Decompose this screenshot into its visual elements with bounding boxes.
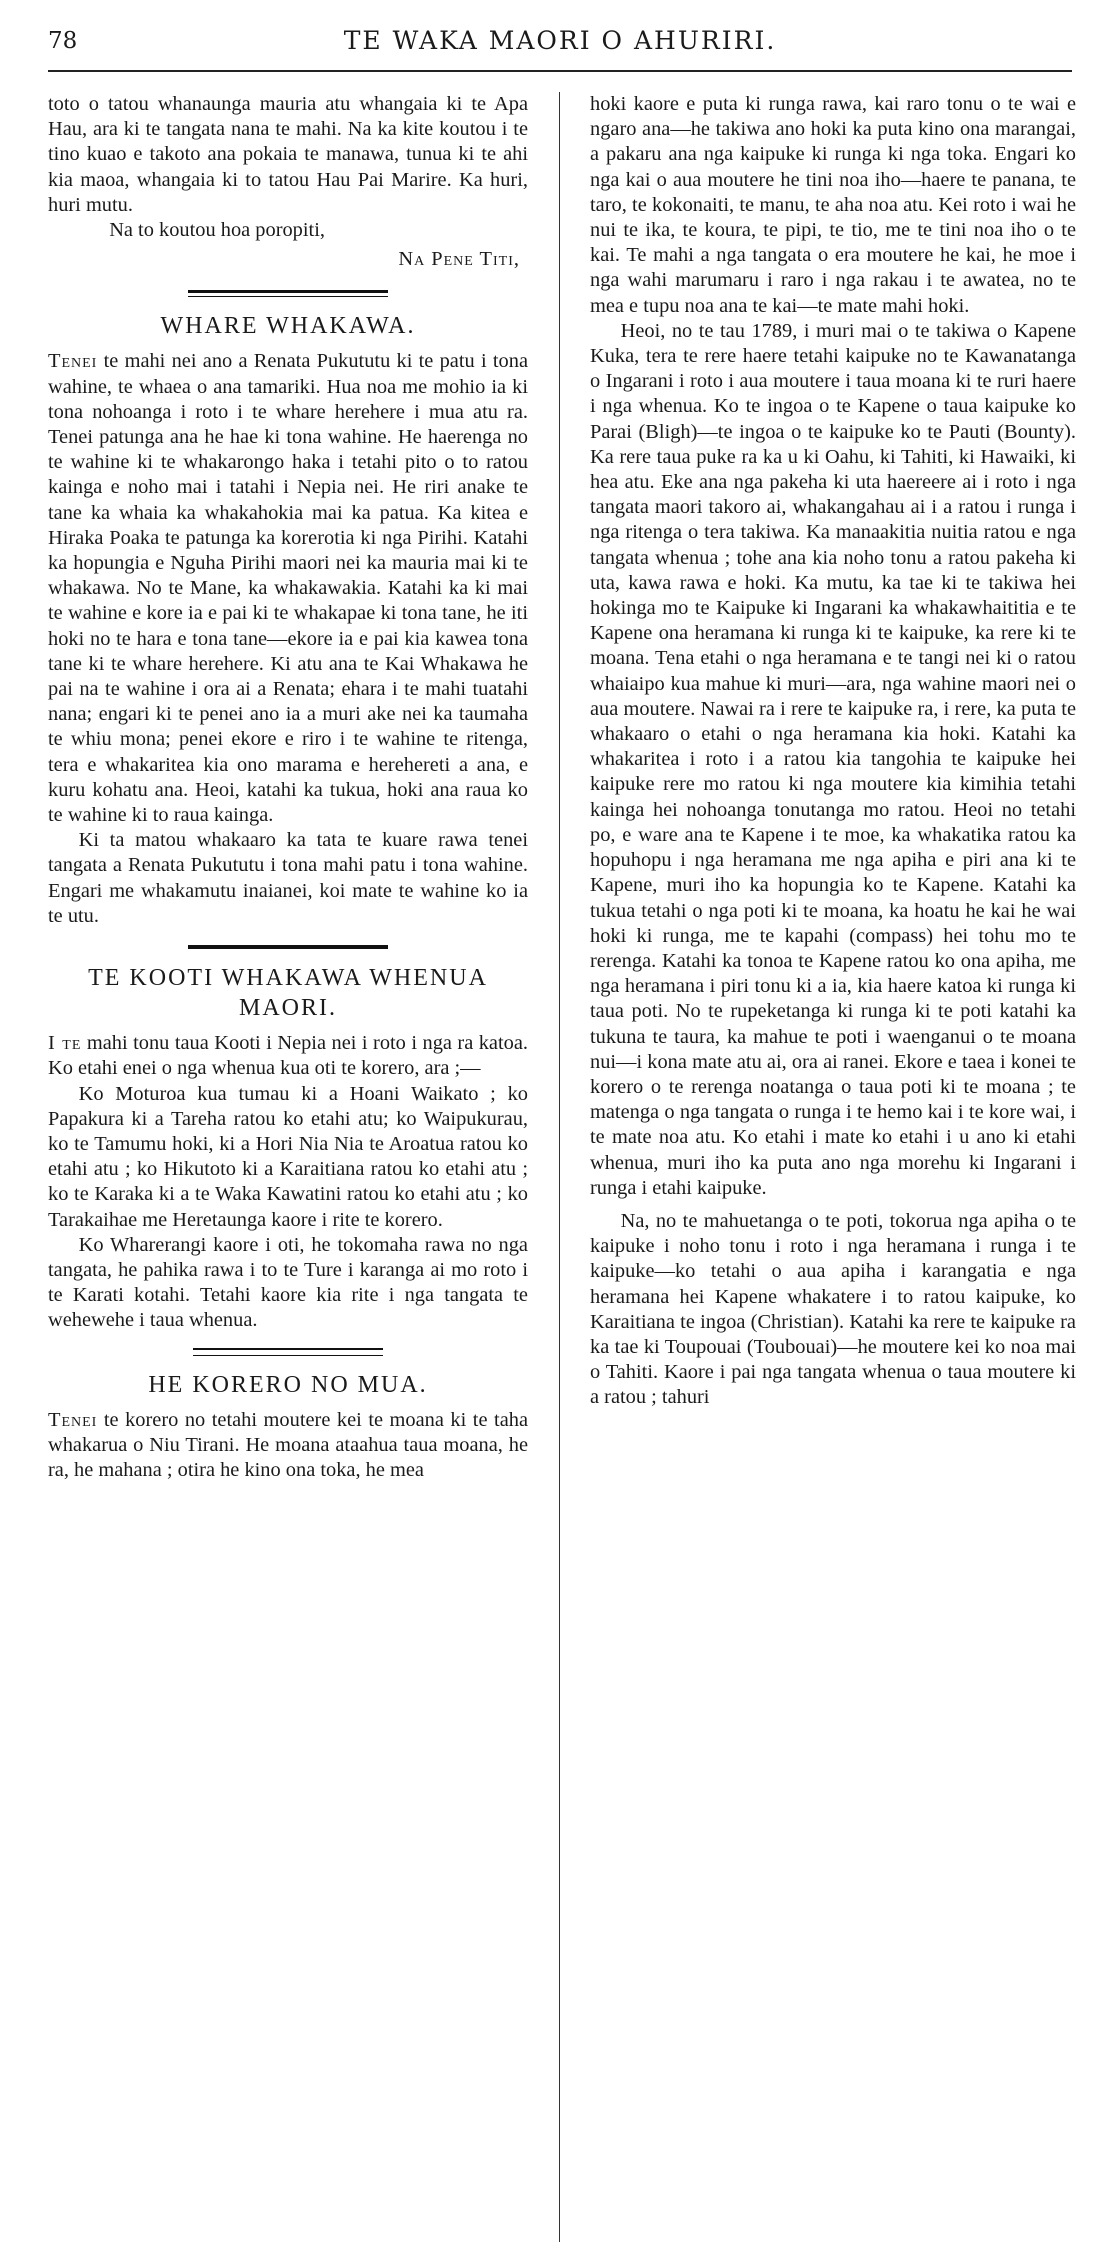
section-heading-whare-whakawa: WHARE WHAKAWA. (160, 313, 416, 340)
article-paragraph (48, 1408, 528, 1484)
running-title: TE WAKA MAORI O AHURIRI. (343, 26, 777, 55)
signer: Na Pene Titi, (398, 248, 520, 271)
article-paragraph: Ko Moturoa kua tumau ki a Hoani Waikato ; ko Papakura ki a Tareha ratou ko etahi atu; ko Waipukurau, ko te Tamumu hoki, ki a Hori Nia Nia te Aroatua ratou ko etahi atu ; ko Hikutoto ki a Karaitiana ratou ko etahi atu ; ko te Karaka ki a te Waka Kawatini ratou ko etahi atu ; ko Tarakaihae me Heretaunga kaore i rite te korero. (48, 1082, 528, 1231)
lead-word: Tenei (48, 350, 98, 373)
section-heading-korero-no-mua: HE KORERO NO MUA. (148, 1371, 428, 1398)
section-rule (188, 945, 388, 949)
article-paragraph: Heoi, no te tau 1789, i muri mai o te takiwa o Kapene Kuka, tera te rere haere tetahi kaipuke no te Kawanatanga o Ingarani i roto i aua moutere i taua moana ki te ruri haere i nga whenua. Ko te ingoa o te Kapene o taua kaipuke ko Parai (Bligh)—te ingoa o te kaipuke ko te Pauti (Bounty). Ka rere taua puke ra ka u ki Oahu, ki Tahiti, ki Hawaiki, ki hea atu. Eke ana nga pakeha ki uta haereere ai i roto i nga tangata maori takoro ai, whakangahau ai i a ratou i runga i nga ritenga o tera takiwa. Ka manaakitia nuitia ratou e nga tangata whenua ; tohe ana kia noho tonu a ratou pakeha ki uta, kawa rawa e hoki. Ka mutu, ka tae ki te takiwa hei hokinga mo te Kaipuke ki Ingarani ka whakawhaititia e te Kapene ona heramana ki runga ki te kaipuke, ka rere ki te moana. Tena etahi o nga heramana e te tangi nei ki o ratou whaiaipo kua mahue ki muri—ara, nga wahine maori nei o aua moutere. Nawai ra i rere te kaipuke ra, i rere, ka puta te whakaaro o etahi o nga heramana kia hoki. Katahi ka whakaritea i roto i a ratou kia tangohia te kaipuke hei kaipuke rere mo ratou ki nga moutere kia kimihia tetahi kainga hei nohoanga tonutanga mo ratou. Heoi no tetahi po, e ware ana te Kapene i te moe, ka whakatika ratou ka hopuhopu i nga heramana me nga apiha e piri ana ki te Kapene, muri iho ka hopungia ko te Kapene. Katahi ka tukua tetahi o nga poti ki te moana, ka hoatu he kai he wai hoki ki runga, me te kapahi (compass) hei tohu mo te rerenga. Katahi ka tonoa te Kapene ratou ko ona apiha, me nga heramana i piri tonu ki a ia, kia haere katoa ki runga ki taua poti. No te rupeketanga ki runga ki te poti katahi ka tukuna te taura, ka mahue te poti i waenganui o te moana nui—i kona mate atu ai, ora ai ranei. Ekore e taea i konei te korero o te rerenga noatanga o taua poti ki te moana ; te matenga o nga tangata o runga i te hemo kai i te kore wai, i te mate noa atu. Ko etahi i mate ko etahi i u ano ki etahi whenua, muri iho ka puta ano nga morehu ki Ingarani i runga i etahi kaipuke. (590, 319, 1076, 1199)
page-header (48, 22, 1072, 68)
section-heading-kooti: TE KOOTI WHAKAWA WHENUA MAORI. (88, 965, 488, 1022)
header-rule (48, 70, 1072, 72)
paragraph-text: mahi tonu taua Kooti i Nepia nei i roto i nga ra katoa. Ko etahi enei o nga whenua kua oti te korero, ara ;— (48, 1032, 528, 1080)
page-number: 78 (48, 28, 78, 54)
left-column (48, 92, 528, 1483)
article-paragraph: Na, no te mahuetanga o te poti, tokorua nga apiha o te kaipuke i noho tonu i roto i nga heramana i runga i te kaipuke—ko tetahi o aua apiha i karangatia e nga heramana hei Kapene whakatere i to ratou kaipuke, ko Karaitiana te ingoa (Christian). Katahi ka rere te kaipuke ra ka tae ki Toupouai (Toubouai)—he moutere kei ko noa mai o Tahiti. Kaore i pai nga tangata whenua o taua moutere ki a ratou ; tahuri (590, 1209, 1076, 1409)
section-rule (193, 1348, 383, 1356)
lead-word: Tenei (48, 1408, 98, 1431)
section-rule (188, 290, 388, 297)
article-paragraph: hoki kaore e puta ki runga rawa, kai raro tonu o te wai e ngaro ana—he takiwa ano hoki ka puta kino ona marangai, a pakaru ana nga kaipuke ki runga ki nga toka. Engari ko nga kai o aua moutere he tini noa iho—haere te panana, te taro, te kokonaiti, te manu, te aha noa atu. Kei roto i wai he nui te ika, te koura, te pipi, te tio, me te tini noa iho o te kai. Te mahi a nga tangata o era moutere he kai, he moe i nga wahi marumaru i raro i nga rakau i te awatea, no te mea e tupu noa ana te kai—te mate mahi hoki. (590, 93, 1076, 317)
article-paragraph (48, 1031, 528, 1081)
paragraph-text: te korero no tetahi moutere kei te moana ki te taha whakarua o Niu Tirani. He moana ataahua taua moana, he ra, he mahana ; otira he kino ona toka, he mea (48, 1408, 528, 1481)
article-paragraph (48, 349, 528, 828)
sign-off: Na to koutou hoa poropiti, (109, 219, 325, 242)
column-divider (559, 92, 560, 2242)
article-paragraph: Ki ta matou whakaaro ka tata te kuare rawa tenei tangata a Renata Pukututu i tona mahi patu i tona wahine. Engari me whakamutu inaianei, koi mate te wahine ko ia te utu. (48, 829, 528, 927)
article-paragraph: Ko Wharerangi kaore i oti, he tokomaha rawa no nga tangata, he pahika rawa i to te Ture i karanga ai mo roto i te Karati kotahi. Tetahi kaore kia rite i nga tangata te wehewehe i taua whenua. (48, 1233, 528, 1332)
right-column (590, 92, 1076, 1411)
intro-paragraph: toto o tatou whanaunga mauria atu whangaia ki te Apa Hau, ara ki te tangata nana te mahi. Na ka kite koutou i te tino kuao e takoto ana pokaia te manawa, tunua ki te ahi kia maoa, whangaia ki to tatou Hau Pai Marire. Ka huri, huri mutu. (48, 93, 528, 216)
lead-word: I te (48, 1032, 82, 1055)
paragraph-text: te mahi nei ano a Renata Pukututu ki te patu i tona wahine, te whaea o ana tamariki. Hua noa me mohio ia ki tona nohoanga i roto i te whare herehere i mua atu ra. Tenei patunga ana he hae ki tona wahine. He haerenga no te wahine ki te whakarongo haka i tetahi pito o to ratou kainga e noho mai i tatahi i Nepia nei. He riri anake te tane ka whaia ka whakahokia mai ka patua. Ka kitea e Hiraka Poaka te patunga ka korerotia ki nga Pirihi. Katahi ka hopungia e Nguha Pirihi maori nei ka mauria mai ki te whakawa. No te Mane, ka whakawakia. Katahi ka ki mai te wahine e kore ia e pai ki te whakapae ki tona tane, he iti hoki no te hara e tona tane—ekore ia e pai kia kawea tona tane ki te whare herehere. Ki atu ana te Kai Whakawa he pai na te wahine i ora ai a Renata; ehara i te mahi tuatahi nana; engari ki te penei ano ia a muri ake nei ka taumaha te whiu mona; penei ekore e riro i te wahine te ritenga, tera e whakaritea kia ono marama e herehereti a ana, e kuru kohatu ana. Heoi, katahi ka tukua, hoki ana raua ko te wahine ki to raua kainga. (48, 350, 528, 827)
